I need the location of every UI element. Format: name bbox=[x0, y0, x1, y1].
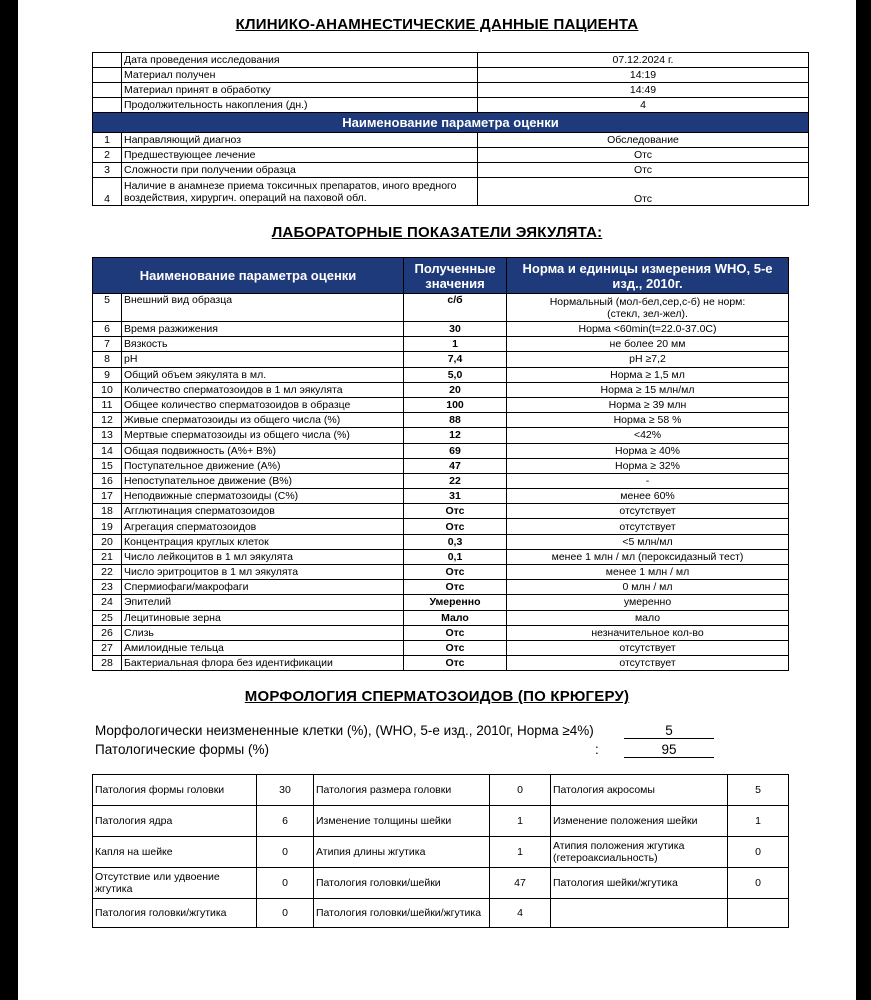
kruger-label: Патология шейки/жгутика bbox=[551, 868, 728, 899]
clinical-table bbox=[92, 52, 809, 206]
lab-norm: <5 млн/мл bbox=[507, 534, 789, 549]
kruger-value: 4 bbox=[490, 899, 551, 928]
lab-norm: умеренно bbox=[507, 595, 789, 610]
row-number: 10 bbox=[93, 382, 122, 397]
normal-cells-label: Морфологически неизмененные клетки (%), (WHO, 5-е изд., 2010г, Норма ≥4%) bbox=[95, 723, 594, 738]
row-number: 26 bbox=[93, 625, 122, 640]
normal-cells-value: 5 bbox=[624, 723, 714, 739]
row-number: 25 bbox=[93, 610, 122, 625]
kruger-label: Атипия длины жгутика bbox=[314, 837, 490, 868]
lab-norm: Норма ≥ 40% bbox=[507, 443, 789, 458]
kruger-value: 0 bbox=[728, 868, 789, 899]
clinical-value: Отс bbox=[478, 163, 809, 178]
lab-label: Агрегация сперматозоидов bbox=[122, 519, 404, 534]
lab-norm: Норма ≥ 39 млн bbox=[507, 397, 789, 412]
kruger-label: Патология головки/шейки bbox=[314, 868, 490, 899]
kruger-value: 0 bbox=[490, 775, 551, 806]
row-number: 16 bbox=[93, 473, 122, 488]
row-number: 27 bbox=[93, 640, 122, 655]
lab-label: Мертвые сперматозоиды из общего числа (%) bbox=[122, 428, 404, 443]
lab-label: Спермиофаги/макрофаги bbox=[122, 580, 404, 595]
lab-row bbox=[93, 322, 789, 337]
lab-norm: менее 1 млн / мл bbox=[507, 565, 789, 580]
lab-value: Отс bbox=[404, 625, 507, 640]
kruger-row bbox=[93, 899, 789, 928]
lab-row bbox=[93, 337, 789, 352]
kruger-value bbox=[728, 899, 789, 928]
pathological-forms-value: 95 bbox=[624, 742, 714, 758]
morph-title: МОРФОЛОГИЯ СПЕРМАТОЗОИДОВ (ПО КРЮГЕРУ) bbox=[244, 688, 630, 705]
kruger-label: Патология формы головки bbox=[93, 775, 257, 806]
row-number: 22 bbox=[93, 565, 122, 580]
kruger-value: 0 bbox=[257, 868, 314, 899]
lab-label: Агглютинация сперматозоидов bbox=[122, 504, 404, 519]
lab-label: Эпителий bbox=[122, 595, 404, 610]
lab-label: Общее количество сперматозоидов в образце bbox=[122, 397, 404, 412]
lab-label: Живые сперматозоиды из общего числа (%) bbox=[122, 413, 404, 428]
lab-norm: отсутствует bbox=[507, 656, 789, 671]
lab-row bbox=[93, 428, 789, 443]
info-value: 14:49 bbox=[478, 83, 809, 98]
clinical-value: Отс bbox=[478, 178, 809, 206]
kruger-value: 30 bbox=[257, 775, 314, 806]
lab-value: 88 bbox=[404, 413, 507, 428]
lab-value: 22 bbox=[404, 473, 507, 488]
lab-value: 1 bbox=[404, 337, 507, 352]
lab-norm: <42% bbox=[507, 428, 789, 443]
lab-row bbox=[93, 489, 789, 504]
kruger-value: 1 bbox=[728, 806, 789, 837]
lab-row bbox=[93, 595, 789, 610]
lab-label: Вязкость bbox=[122, 337, 404, 352]
lab-title: ЛАБОРАТОРНЫЕ ПОКАЗАТЕЛИ ЭЯКУЛЯТА: bbox=[271, 224, 603, 241]
row-number: 18 bbox=[93, 504, 122, 519]
lab-norm: Норма ≥ 15 млн/мл bbox=[507, 382, 789, 397]
lab-norm: pH ≥7,2 bbox=[507, 352, 789, 367]
kruger-label: Изменение толщины шейки bbox=[314, 806, 490, 837]
info-row bbox=[93, 83, 809, 98]
kruger-label: Патология головки/жгутика bbox=[93, 899, 257, 928]
row-number: 20 bbox=[93, 534, 122, 549]
kruger-value: 0 bbox=[257, 837, 314, 868]
row-number: 7 bbox=[93, 337, 122, 352]
lab-header-norm: Норма и единицы измерения WHO, 5-е изд., 2010г. bbox=[507, 258, 789, 294]
info-label: Продолжительность накопления (дн.) bbox=[122, 98, 478, 113]
info-label: Дата проведения исследования bbox=[122, 53, 478, 68]
lab-label: Поступательное движение (А%) bbox=[122, 458, 404, 473]
lab-value: 30 bbox=[404, 322, 507, 337]
info-label: Материал принят в обработку bbox=[122, 83, 478, 98]
lab-value: 31 bbox=[404, 489, 507, 504]
clinical-value: Обследование bbox=[478, 133, 809, 148]
row-number: 5 bbox=[93, 294, 122, 322]
empty-cell bbox=[93, 68, 122, 83]
lab-value: 0,1 bbox=[404, 549, 507, 564]
clinical-row bbox=[93, 133, 809, 148]
lab-table bbox=[92, 257, 789, 671]
empty-cell bbox=[93, 98, 122, 113]
kruger-value: 1 bbox=[490, 806, 551, 837]
lab-row bbox=[93, 352, 789, 367]
clinical-row bbox=[93, 148, 809, 163]
empty-cell bbox=[93, 53, 122, 68]
lab-norm: 0 млн / мл bbox=[507, 580, 789, 595]
lab-row bbox=[93, 458, 789, 473]
row-number: 13 bbox=[93, 428, 122, 443]
kruger-row bbox=[93, 775, 789, 806]
lab-norm: Норма ≥ 58 % bbox=[507, 413, 789, 428]
info-row bbox=[93, 53, 809, 68]
lab-label: Лецитиновые зерна bbox=[122, 610, 404, 625]
lab-value: Отс bbox=[404, 640, 507, 655]
lab-label: Количество сперматозоидов в 1 мл эякулята bbox=[122, 382, 404, 397]
lab-value: 12 bbox=[404, 428, 507, 443]
lab-value: с/б bbox=[404, 294, 507, 322]
lab-label: Число эритроцитов в 1 мл эякулята bbox=[122, 565, 404, 580]
kruger-value: 5 bbox=[728, 775, 789, 806]
kruger-value: 0 bbox=[728, 837, 789, 868]
lab-label: Амилоидные тельца bbox=[122, 640, 404, 655]
kruger-label: Изменение положения шейки bbox=[551, 806, 728, 837]
lab-norm: менее 1 млн / мл (пероксидазный тест) bbox=[507, 549, 789, 564]
lab-value: 7,4 bbox=[404, 352, 507, 367]
kruger-label: Патология ядра bbox=[93, 806, 257, 837]
lab-row bbox=[93, 625, 789, 640]
clinical-label: Предшествующее лечение bbox=[122, 148, 478, 163]
lab-label: Общий объем эякулята в мл. bbox=[122, 367, 404, 382]
lab-norm: менее 60% bbox=[507, 489, 789, 504]
pathological-forms-label: Патологические формы (%) bbox=[95, 742, 270, 757]
lab-value: Отс bbox=[404, 565, 507, 580]
lab-label: Бактериальная флора без идентификации bbox=[122, 656, 404, 671]
lab-row bbox=[93, 640, 789, 655]
lab-label: Число лейкоцитов в 1 мл эякулята bbox=[122, 549, 404, 564]
lab-norm: Норма ≥ 1,5 мл bbox=[507, 367, 789, 382]
document-page bbox=[18, 0, 856, 1000]
lab-header-values: Полученные значения bbox=[404, 258, 507, 294]
kruger-label: Патология размера головки bbox=[314, 775, 490, 806]
lab-row bbox=[93, 443, 789, 458]
clinical-row bbox=[93, 178, 809, 206]
row-number: 17 bbox=[93, 489, 122, 504]
lab-value: Умеренно bbox=[404, 595, 507, 610]
lab-row bbox=[93, 580, 789, 595]
lab-norm: отсутствует bbox=[507, 504, 789, 519]
lab-label: Непоступательное движение (В%) bbox=[122, 473, 404, 488]
lab-header-param: Наименование параметра оценки bbox=[93, 258, 404, 294]
info-value: 4 bbox=[478, 98, 809, 113]
lab-norm: - bbox=[507, 473, 789, 488]
lab-label: Концентрация круглых клеток bbox=[122, 534, 404, 549]
lab-norm: Норма ≥ 32% bbox=[507, 458, 789, 473]
lab-value: Мало bbox=[404, 610, 507, 625]
info-row bbox=[93, 68, 809, 83]
lab-row bbox=[93, 382, 789, 397]
lab-row bbox=[93, 294, 789, 322]
lab-norm: отсутствует bbox=[507, 640, 789, 655]
lab-norm: Норма <60min(t=22.0-37.0C) bbox=[507, 322, 789, 337]
kruger-value: 6 bbox=[257, 806, 314, 837]
kruger-row bbox=[93, 806, 789, 837]
lab-row bbox=[93, 549, 789, 564]
lab-value: 0,3 bbox=[404, 534, 507, 549]
row-number: 1 bbox=[93, 133, 122, 148]
row-number: 11 bbox=[93, 397, 122, 412]
clinical-label: Наличие в анамнезе приема токсичных препаратов, иного вредного воздействия, хирургич. операций на паховой обл. bbox=[122, 178, 478, 206]
lab-norm: не более 20 мм bbox=[507, 337, 789, 352]
row-number: 6 bbox=[93, 322, 122, 337]
kruger-row bbox=[93, 868, 789, 899]
lab-norm: Нормальный (мол-бел,сер,с-б) не норм: (стекл, зел-жел). bbox=[507, 294, 789, 322]
lab-label: Время разжижения bbox=[122, 322, 404, 337]
kruger-label: Атипия положения жгутика (гетероаксиальность) bbox=[551, 837, 728, 868]
kruger-label: Капля на шейке bbox=[93, 837, 257, 868]
row-number: 9 bbox=[93, 367, 122, 382]
lab-label: Внешний вид образца bbox=[122, 294, 404, 322]
lab-value: 5,0 bbox=[404, 367, 507, 382]
info-value: 14:19 bbox=[478, 68, 809, 83]
lab-row bbox=[93, 610, 789, 625]
lab-row bbox=[93, 656, 789, 671]
lab-label: Общая подвижность (А%+ В%) bbox=[122, 443, 404, 458]
row-number: 8 bbox=[93, 352, 122, 367]
clinical-label: Сложности при получении образца bbox=[122, 163, 478, 178]
row-number: 3 bbox=[93, 163, 122, 178]
lab-row bbox=[93, 397, 789, 412]
lab-label: Слизь bbox=[122, 625, 404, 640]
kruger-label: Патология головки/шейки/жгутика bbox=[314, 899, 490, 928]
empty-cell bbox=[93, 83, 122, 98]
kruger-label: Отсутствие или удвоение жгутика bbox=[93, 868, 257, 899]
lab-label: Неподвижные сперматозоиды (С%) bbox=[122, 489, 404, 504]
pathological-forms-colon: : bbox=[595, 742, 599, 757]
row-number: 4 bbox=[93, 178, 122, 206]
lab-value: 47 bbox=[404, 458, 507, 473]
lab-row bbox=[93, 473, 789, 488]
row-number: 2 bbox=[93, 148, 122, 163]
lab-norm: мало bbox=[507, 610, 789, 625]
row-number: 14 bbox=[93, 443, 122, 458]
row-number: 19 bbox=[93, 519, 122, 534]
lab-row bbox=[93, 565, 789, 580]
kruger-value: 47 bbox=[490, 868, 551, 899]
info-label: Материал получен bbox=[122, 68, 478, 83]
lab-row bbox=[93, 367, 789, 382]
lab-value: Отс bbox=[404, 504, 507, 519]
lab-value: Отс bbox=[404, 656, 507, 671]
lab-norm: отсутствует bbox=[507, 519, 789, 534]
lab-row bbox=[93, 504, 789, 519]
lab-value: Отс bbox=[404, 519, 507, 534]
kruger-label: Патология акросомы bbox=[551, 775, 728, 806]
param-header: Наименование параметра оценки bbox=[93, 113, 809, 133]
lab-norm: незначительное кол-во bbox=[507, 625, 789, 640]
info-value: 07.12.2024 г. bbox=[478, 53, 809, 68]
row-number: 24 bbox=[93, 595, 122, 610]
kruger-label bbox=[551, 899, 728, 928]
clinical-title: КЛИНИКО-АНАМНЕСТИЧЕСКИЕ ДАННЫЕ ПАЦИЕНТА bbox=[235, 16, 639, 33]
row-number: 12 bbox=[93, 413, 122, 428]
row-number: 23 bbox=[93, 580, 122, 595]
row-number: 28 bbox=[93, 656, 122, 671]
clinical-row bbox=[93, 163, 809, 178]
lab-row bbox=[93, 519, 789, 534]
lab-value: 20 bbox=[404, 382, 507, 397]
kruger-table bbox=[92, 774, 789, 928]
info-row bbox=[93, 98, 809, 113]
lab-row bbox=[93, 413, 789, 428]
kruger-row bbox=[93, 837, 789, 868]
lab-value: Отс bbox=[404, 580, 507, 595]
lab-row bbox=[93, 534, 789, 549]
lab-label: pH bbox=[122, 352, 404, 367]
row-number: 21 bbox=[93, 549, 122, 564]
lab-value: 69 bbox=[404, 443, 507, 458]
clinical-value: Отс bbox=[478, 148, 809, 163]
clinical-label: Направляющий диагноз bbox=[122, 133, 478, 148]
lab-value: 100 bbox=[404, 397, 507, 412]
kruger-value: 0 bbox=[257, 899, 314, 928]
row-number: 15 bbox=[93, 458, 122, 473]
kruger-value: 1 bbox=[490, 837, 551, 868]
